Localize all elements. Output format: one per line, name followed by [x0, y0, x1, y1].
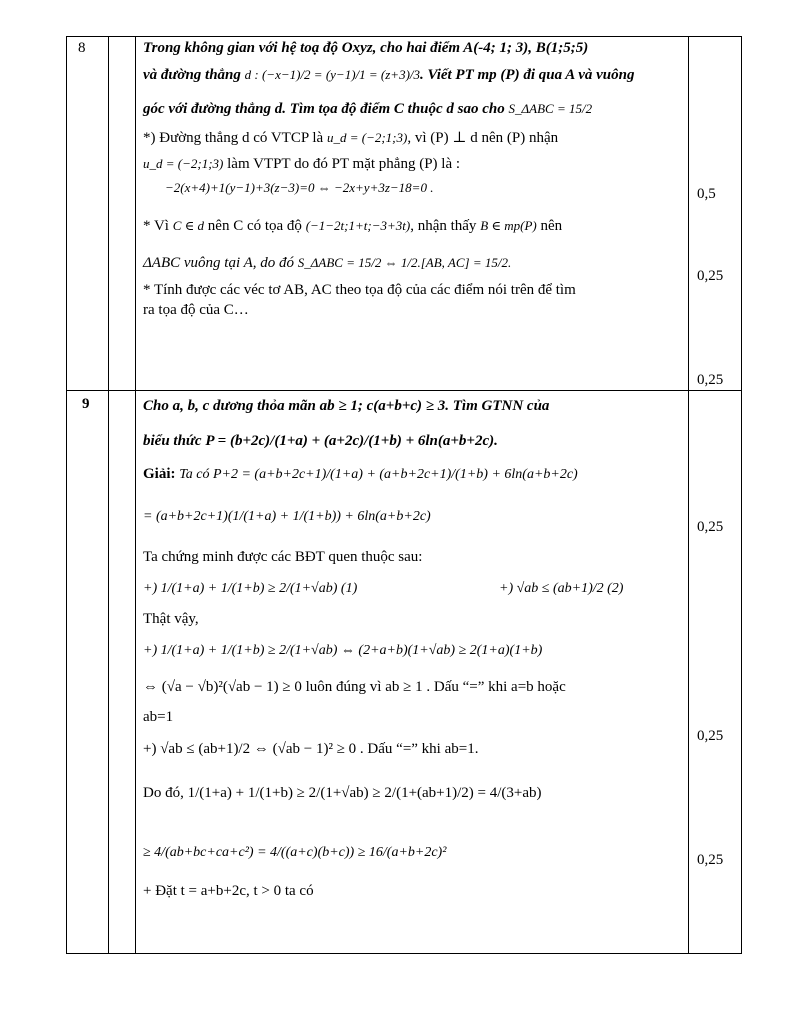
problem-8-step3-line2: ra tọa độ của C… — [143, 302, 249, 318]
problem-8-step3-line1: * Tính được các véc tơ AB, AC theo tọa độ của các điểm nói trên để tìm — [143, 282, 576, 298]
table-divider-col3 — [688, 36, 689, 954]
score-9-3: 0,25 — [697, 852, 724, 868]
inequalities-line — [143, 579, 683, 599]
inequality-1: +) 1/(1+a) + 1/(1+b) ≥ 2/(1+√ab) (1) — [143, 581, 358, 596]
problem-8-title-line1: Trong không gian với hệ toạ độ Oxyz, cho hai điểm A(-4; 1; 3), B(1;5;5) — [143, 40, 589, 56]
table-border-top — [66, 36, 742, 37]
proof-heading: Thật vậy, — [143, 611, 199, 627]
score-8-3: 0,25 — [697, 372, 724, 388]
known-inequalities-heading: Ta chứng minh được các BĐT quen thuộc sau: — [143, 549, 423, 565]
table-border-right — [741, 36, 742, 954]
problem-8-step1-line2: u_d = (−2;1;3) làm VTPT do đó PT mặt phẳng (P) là : — [143, 156, 461, 172]
score-9-2: 0,25 — [697, 728, 724, 744]
table-divider-col1 — [108, 36, 109, 954]
problem-8-step2-line1: * Vì C ∈ d nên C có tọa độ (−1−2t;1+t;−3+3t), nhận thấy B ∈ mp(P) nên — [143, 218, 563, 234]
problem-8-step1-line1: *) Đường thẳng d có VTCP là u_d = (−2;1;3), vì (P) ⊥ d nên (P) nhận — [143, 130, 559, 146]
area-formula: S_ΔABC = 15/2 ⇔ 1/2.[AB, AC] = 15/2. — [297, 255, 512, 270]
problem-8-title-line2: và đường thẳng d : (−x−1)/2 = (y−1)/1 = (z+3)/3. Viết PT mp (P) đi qua A và vuông — [143, 67, 635, 83]
inequality-2: +) √ab ≤ (ab+1)/2 (2) — [499, 581, 624, 596]
point-c-coordinates: (−1−2t;1+t;−3+3t) — [305, 218, 411, 233]
table-divider-col2 — [135, 36, 136, 954]
problem-9-title-line2: biểu thức P = (b+2c)/(1+a) + (a+2c)/(1+b) + 6ln(a+b+2c). — [143, 433, 498, 449]
problem-8-title-line3: góc với đường thẳng d. Tìm tọa độ điểm C thuộc d sao cho S_ΔABC = 15/2 — [143, 101, 593, 117]
chain-inequality-2: ≥ 4/(ab+bc+ca+c²) = 4/((a+c)(b+c)) ≥ 16/(a+b+2c)² — [143, 845, 447, 860]
problem-8-step2-line2: ΔABC vuông tại A, do đó S_ΔABC = 15/2 ⇔ 1/2.[AB, AC] = 15/2. — [143, 255, 512, 271]
table-border-bottom — [66, 953, 742, 954]
problem-9-title-line1: Cho a, b, c dương thỏa mãn ab ≥ 1; c(a+b+c) ≥ 3. Tìm GTNN của — [143, 398, 550, 414]
score-9-1: 0,25 — [697, 519, 724, 535]
solution-intro: Giải: Ta có P+2 = (a+b+2c+1)/(1+a) + (a+b+2c+1)/(1+b) + 6ln(a+b+2c) — [143, 466, 578, 482]
plane-equation: −2(x+4)+1(y−1)+3(z−3)=0 ⇔ −2x+y+3z−18=0 . — [165, 180, 434, 195]
line-d-equation: d : (−x−1)/2 = (y−1)/1 = (z+3)/3 — [244, 67, 421, 82]
score-8-1: 0,5 — [697, 186, 716, 202]
table-border-left — [66, 36, 67, 954]
direction-vector: u_d = (−2;1;3) — [326, 130, 408, 145]
proof-inequality-1-cont: ⇔ (√a − √b)²(√ab − 1) ≥ 0 luôn đúng vì ab ≥ 1 . Dấu “=” khi a=b hoặc — [143, 679, 566, 695]
normal-vector: u_d = (−2;1;3) — [143, 156, 224, 171]
substitution-line: + Đặt t = a+b+2c, t > 0 ta có — [143, 883, 314, 899]
score-8-2: 0,25 — [697, 268, 724, 284]
chain-inequality-1: Do đó, 1/(1+a) + 1/(1+b) ≥ 2/(1+√ab) ≥ 2/(1+(ab+1)/2) = 4/(3+ab) — [143, 785, 542, 801]
proof-inequality-1-equality: ab=1 — [143, 709, 174, 725]
problem-number-9: 9 — [82, 396, 90, 412]
area-condition: S_ΔABC = 15/2 — [508, 101, 593, 116]
table-row-divider — [66, 390, 742, 391]
problem-number-8: 8 — [78, 40, 86, 56]
proof-inequality-1: +) 1/(1+a) + 1/(1+b) ≥ 2/(1+√ab) ⇔ (2+a+b)(1+√ab) ≥ 2(1+a)(1+b) — [143, 643, 543, 658]
expansion-line: = (a+b+2c+1)(1/(1+a) + 1/(1+b)) + 6ln(a+b+2c) — [143, 509, 431, 524]
problem-8-content — [143, 38, 683, 320]
problem-9-content — [143, 396, 683, 901]
proof-inequality-2: +) √ab ≤ (ab+1)/2 ⇔ (√ab − 1)² ≥ 0 . Dấu “=” khi ab=1. — [143, 741, 479, 757]
